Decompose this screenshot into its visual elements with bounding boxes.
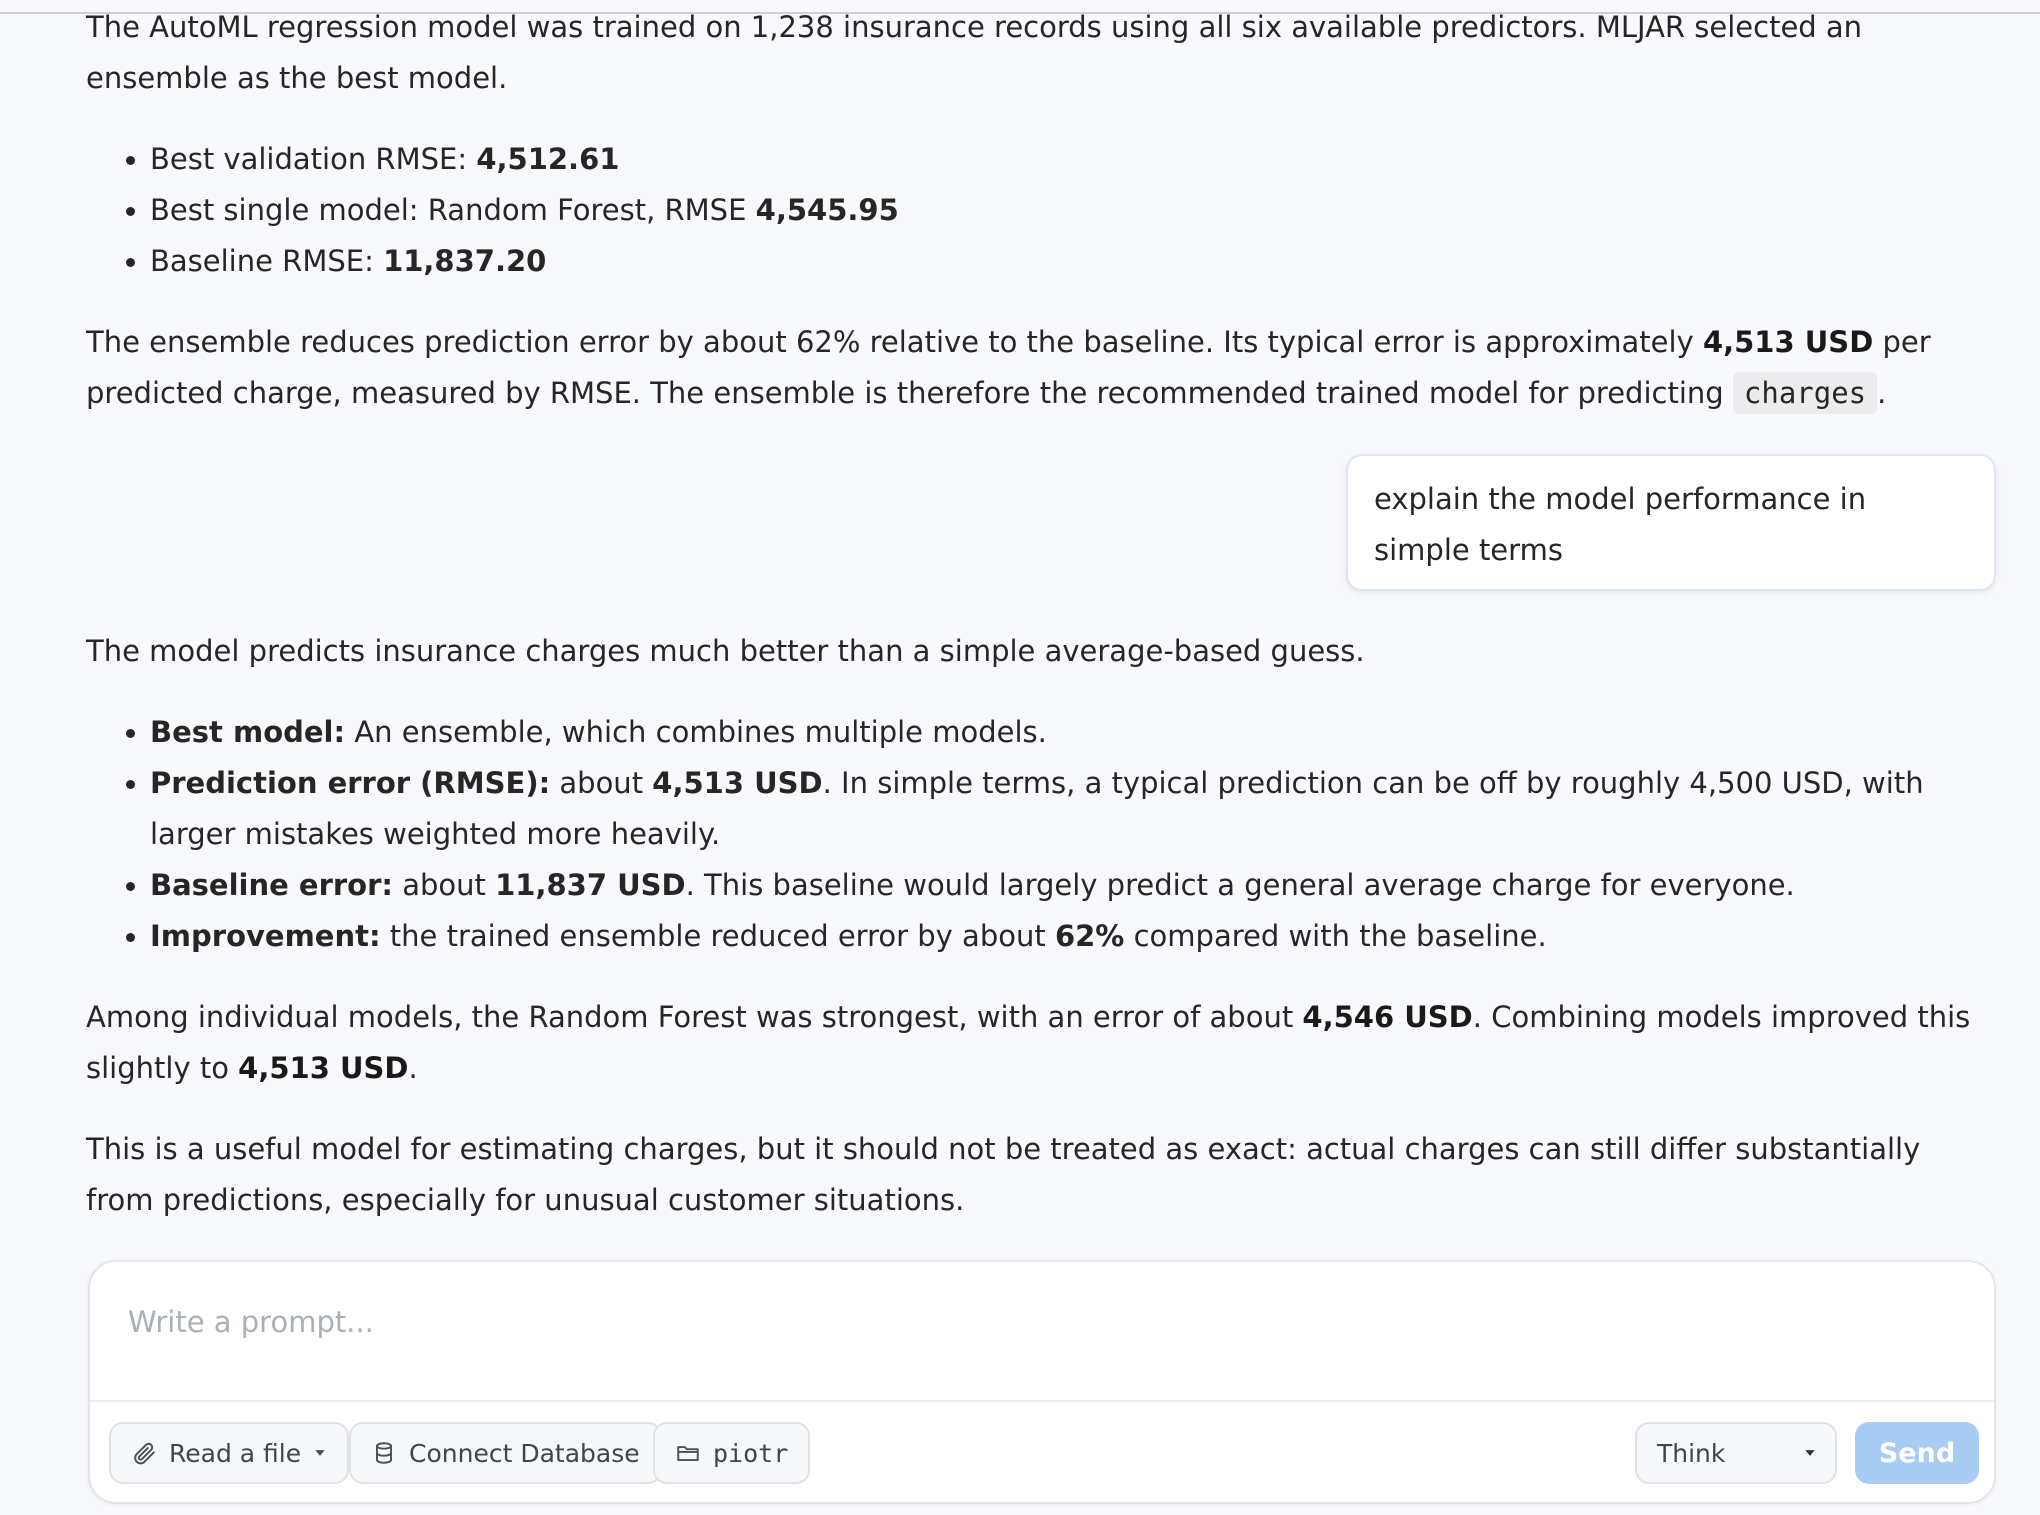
paragraph-bold: 4,546 USD (1302, 1000, 1473, 1034)
prompt-composer (88, 1260, 1996, 1504)
folder-icon (675, 1440, 701, 1466)
message-summary (86, 317, 1996, 419)
item-text: . This baseline would largely predict a general average charge for everyone. (685, 868, 1795, 902)
send-button[interactable] (1855, 1422, 1979, 1484)
paragraph-text: . (408, 1051, 418, 1085)
paragraph-text: . Combining models improved this slightly to (86, 1000, 1971, 1085)
item-text: An ensemble, which combines multiple models. (345, 715, 1047, 749)
user-message-text: explain the model performance in simple terms (1374, 482, 1867, 567)
database-icon (371, 1440, 397, 1466)
metric-value: 4,512.61 (476, 142, 620, 176)
list-item (150, 911, 1996, 962)
assistant-message-2 (86, 626, 1996, 1226)
connect-database-label: Connect Database (409, 1438, 640, 1468)
inline-code: charges (1733, 372, 1877, 414)
chat-transcript (86, 0, 1996, 419)
item-heading: Best model: (150, 715, 346, 749)
message-intro (86, 626, 1996, 677)
item-bold: 11,837 USD (495, 868, 686, 902)
folder-label: piotr (713, 1438, 789, 1468)
intro-text: The AutoML regression model was trained on 1,238 insurance records using all six available predictors. MLJAR selected an ensemble as the best model. (86, 10, 1863, 95)
summary-bold: 4,513 USD (1702, 325, 1874, 359)
user-message-bubble (1346, 454, 1996, 591)
message-paragraph (86, 1124, 1996, 1226)
send-label: Send (1878, 1437, 1956, 1469)
summary-text: . (1877, 376, 1887, 410)
list-item (150, 758, 1996, 860)
intro-text: The model predicts insurance charges much better than a simple average-based guess. (86, 634, 1365, 668)
caret-down-icon (313, 1446, 327, 1460)
mode-select[interactable] (1635, 1422, 1837, 1484)
message-intro (86, 2, 1996, 104)
item-heading: Prediction error (RMSE): (150, 766, 551, 800)
item-text: compared with the baseline. (1124, 919, 1547, 953)
item-heading: Baseline error: (150, 868, 393, 902)
paragraph-text: This is a useful model for estimating charges, but it should not be treated as exact: actual charges can still differ substantially from predictions, especially for unusual customer situations. (86, 1132, 1921, 1217)
list-item (150, 185, 1996, 236)
metrics-list (150, 134, 1996, 287)
item-text: the trained ensemble reduced error by about (380, 919, 1055, 953)
list-item (150, 134, 1996, 185)
summary-text: The ensemble reduces prediction error by about 62% relative to the baseline. Its typical error is approximately (86, 325, 1703, 359)
read-file-button[interactable] (109, 1422, 349, 1484)
caret-down-icon (1803, 1446, 1817, 1460)
item-heading: Improvement: (150, 919, 381, 953)
metric-label: Baseline RMSE: (150, 244, 384, 278)
connect-database-button[interactable] (349, 1422, 662, 1484)
paragraph-bold: 4,513 USD (238, 1051, 409, 1085)
list-item (150, 707, 1996, 758)
message-paragraph (86, 992, 1996, 1094)
mode-select-value: Think (1657, 1438, 1726, 1468)
metric-label: Best single model: Random Forest, RMSE (150, 193, 756, 227)
list-item (150, 236, 1996, 287)
item-text: about (393, 868, 496, 902)
item-text: about (550, 766, 653, 800)
metric-value: 4,545.95 (755, 193, 899, 227)
assistant-message-1 (86, 2, 1996, 419)
item-bold: 62% (1054, 919, 1125, 953)
explanation-list (150, 707, 1996, 962)
metric-label: Best validation RMSE: (150, 142, 477, 176)
read-file-label: Read a file (169, 1438, 302, 1468)
folder-button[interactable] (653, 1422, 810, 1484)
item-bold: 4,513 USD (652, 766, 823, 800)
list-item (150, 860, 1996, 911)
summary-text: per predicted charge, measured by RMSE. The ensemble is therefore the recommended trained model for predicting (86, 325, 1931, 410)
paragraph-text: Among individual models, the Random Forest was strongest, with an error of about (86, 1000, 1303, 1034)
metric-value: 11,837.20 (383, 244, 547, 278)
composer-divider (90, 1400, 1994, 1402)
paperclip-icon (131, 1440, 157, 1466)
item-text: . In simple terms, a typical prediction can be off by roughly 4,500 USD, with larger mistakes weighted more heavily. (150, 766, 1924, 851)
prompt-input[interactable] (128, 1292, 1948, 1352)
